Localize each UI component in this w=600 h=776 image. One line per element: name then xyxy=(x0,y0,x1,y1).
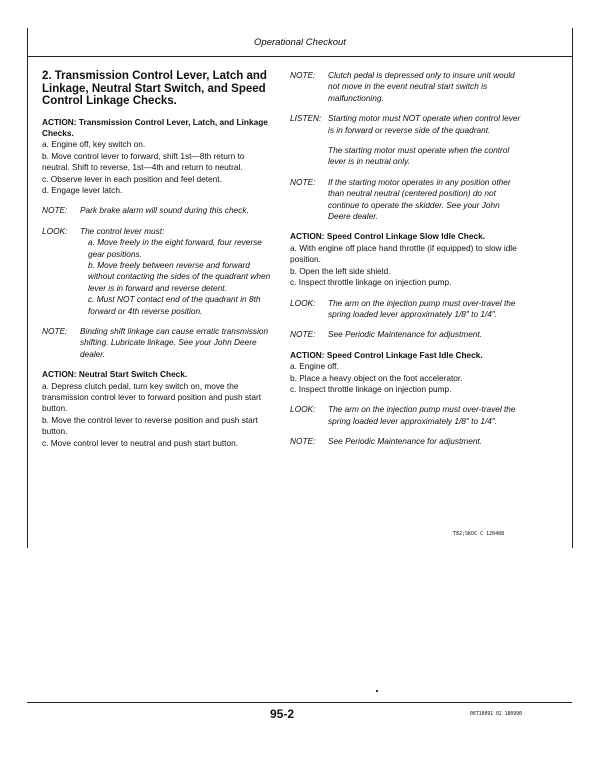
look-text: The arm on the injection pump must over-travel the spring loaded lever approximately 1/8" to 1/4". xyxy=(328,404,516,426)
action-title: ACTION: Transmission Control Lever, Latch, and Linkage Checks. xyxy=(42,116,268,138)
section-title: 2. Transmission Control Lever, Latch and Linkage, Neutral Start Switch, and Speed Control Linkage Checks. xyxy=(42,70,267,107)
footer-rule xyxy=(27,702,572,703)
listen-starting-motor xyxy=(290,113,522,168)
action-neutral-start xyxy=(42,369,274,449)
action-title: ACTION: Speed Control Linkage Fast Idle Check. xyxy=(290,349,483,360)
note-text: See Periodic Maintenance for adjustment. xyxy=(328,329,483,340)
note-tag: NOTE: xyxy=(290,329,316,340)
step: c. Inspect throttle linkage on injection pump. xyxy=(290,383,452,394)
look-injection-pump-fast xyxy=(290,404,522,427)
look-text: The arm on the injection pump must over-travel the spring loaded lever approximately 1/8" to 1/4". xyxy=(328,297,516,319)
step: d. Engage lever latch. xyxy=(42,184,123,195)
note-starting-motor xyxy=(290,177,522,223)
left-column xyxy=(42,70,274,458)
look-tag: LOOK: xyxy=(290,297,316,308)
action-title: ACTION: Speed Control Linkage Slow Idle Check. xyxy=(290,231,486,242)
header-rule xyxy=(27,56,572,57)
listen-text: Starting motor must NOT operate when control lever is in forward or reverse side of the quadrant. xyxy=(328,113,521,135)
note-tag: NOTE: xyxy=(290,436,316,447)
action-fast-idle xyxy=(290,350,522,396)
listen-text: The starting motor must operate when the control lever is in neutral only. xyxy=(328,145,510,167)
look-text: The control lever must: xyxy=(80,225,165,236)
document-code: T82;SKOC C 120488 xyxy=(453,531,505,537)
look-tag: LOOK: xyxy=(42,225,68,236)
step: a. With engine off place hand throttle (if equipped) to slow idle position. xyxy=(290,242,517,265)
footer-code: 06T10091 02 180990 xyxy=(470,712,522,717)
step: a. Engine off, key switch on. xyxy=(42,139,146,150)
action-slow-idle xyxy=(290,231,522,288)
look-item: c. Must NOT contact end of the quadrant in 8th forward or 4th reverse position. xyxy=(88,294,261,316)
step: b. Move control lever to forward, shift 1st—8th return to neutral. Shift to reverse, 1st—4th and return to neutral. xyxy=(42,150,245,173)
action-lever-check xyxy=(42,117,274,197)
listen-tag: LISTEN: xyxy=(290,113,322,124)
note-periodic-fast xyxy=(290,436,522,447)
step: b. Place a heavy object on the foot accelerator. xyxy=(290,372,463,383)
step: c. Observe lever in each position and feel detent. xyxy=(42,173,222,184)
note-clutch xyxy=(290,70,522,104)
page-header: Operational Checkout xyxy=(254,37,346,48)
step: a. Depress clutch pedal, turn key switch on, move the transmission control lever to forward position and push start button. xyxy=(42,380,262,414)
right-column xyxy=(290,70,522,457)
look-tag: LOOK: xyxy=(290,404,316,415)
look-item: a. Move freely in the eight forward, four reverse gear positions. xyxy=(88,237,262,259)
speck xyxy=(376,690,378,692)
step: c. Inspect throttle linkage on injection pump. xyxy=(290,277,452,288)
step: b. Open the left side shield. xyxy=(290,265,391,276)
step: a. Engine off. xyxy=(290,361,339,372)
action-title: ACTION: Neutral Start Switch Check. xyxy=(42,369,188,380)
note-text: Park brake alarm will sound during this check. xyxy=(80,205,249,216)
step: b. Move the control lever to reverse position and push start button. xyxy=(42,414,258,437)
look-control-lever xyxy=(42,226,274,317)
note-periodic xyxy=(290,329,522,340)
note-tag: NOTE: xyxy=(290,176,316,187)
note-binding xyxy=(42,326,274,360)
note-text: Clutch pedal is depressed only to insure unit would not move in the event neutral start switch is malfunctioning. xyxy=(328,70,515,103)
note-text: Binding shift linkage can cause erratic transmission shifting. Lubricate linkage. See your John Deere dealer. xyxy=(80,326,269,359)
note-park-brake xyxy=(42,205,274,216)
note-text: See Periodic Maintenance for adjustment. xyxy=(328,436,483,447)
step: c. Move control lever to neutral and push start button. xyxy=(42,437,239,448)
look-item: b. Move freely between reverse and forward without contacting the sides of the quadrant when lever is in forward and reverse detent. xyxy=(88,259,271,293)
note-tag: NOTE: xyxy=(42,326,68,336)
note-tag: NOTE: xyxy=(42,205,68,216)
note-tag: NOTE: xyxy=(290,70,316,80)
note-text: If the starting motor operates in any position other than neutral neutral (centered position) do not continue to operate the skidder. See your John Deere dealer. xyxy=(328,176,511,222)
look-injection-pump xyxy=(290,298,522,321)
page-number: 95-2 xyxy=(270,707,295,721)
